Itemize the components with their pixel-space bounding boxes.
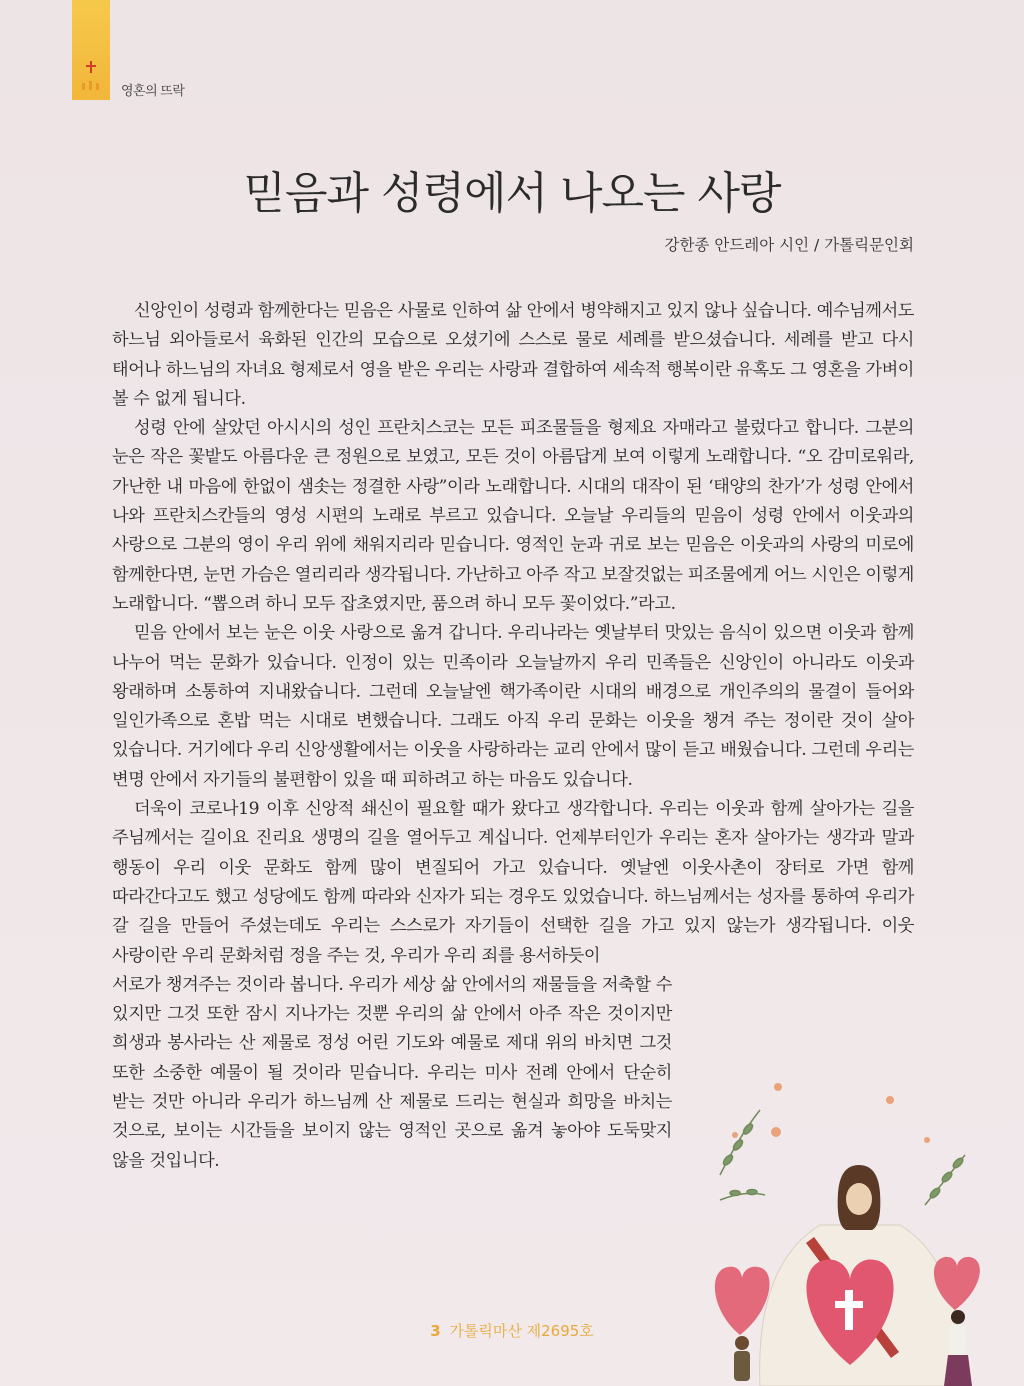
section-label: 영혼의 뜨락 xyxy=(121,83,185,98)
footer xyxy=(0,1320,1024,1341)
candles-icon xyxy=(80,80,102,90)
page-title: 믿음과 성령에서 나오는 사랑 xyxy=(243,168,781,220)
paragraph: 믿음 안에서 보는 눈은 이웃 사랑으로 옮겨 갑니다. 우리나라는 옛날부터 맛있는 음식이 있으면 이웃과 함께 나누어 먹는 문화가 있습니다. 인정이 있는 민족이라 오늘날까지 우리 민족들은 신앙인이 아니라도 이웃과 왕래하며 소통하여 지내왔습니다. 그런데 오늘날엔 핵가족이란 시대의 배경으로 개인주의의 물결이 들어와 일인가족으로 혼밥 먹는 시대로 변했습니다. 그래도 아직 우리 문화는 이웃을 챙겨 주는 정이란 것이 살아 있습니다. 거기에다 우리 신앙생활에서는 이웃을 사랑하라는 교리 안에서 많이 듣고 배웠습니다. 그런데 우리는 변명 안에서 자기들의 불편함이 있을 때 피하려고 하는 마음도 있습니다. xyxy=(112,623,914,790)
paragraph: 성령 안에 살았던 아시시의 성인 프란치스코는 모든 피조물들을 형제요 자매라고 불렀다고 합니다. 그분의 눈은 작은 꽃밭도 아름다운 큰 정원으로 보였고, 모든 것이 아름답게 보여 이렇게 노래합니다. “오 감미로워라, 가난한 내 마음에 한없이 샘솟는 정결한 사랑”이라 노래합니다. 시대의 대작이 된 ‘태양의 찬가’가 성령 안에서 나와 프란치스칸들의 영성 시편의 노래로 부르고 있습니다. 오늘날 우리들의 믿음이 성령 안에서 이웃과의 사랑으로 그분의 영이 우리 위에 채워지리라 믿습니다. 영적인 눈과 귀로 보는 믿음은 이웃과의 사랑의 미로에 함께한다면, 눈먼 가슴은 열리리라 생각됩니다. 가난하고 아주 작고 보잘것없는 피조물에게 어느 시인은 이렇게 노래합니다. “뽑으려 하니 모두 잡초였지만, 품으려 하니 모두 꽃이었다.”라고. xyxy=(112,418,914,614)
flower-icon xyxy=(732,1083,930,1143)
publication-name: 가톨릭마산 제2695호 xyxy=(449,1322,594,1340)
author-byline: 강한종 안드레아 시인 / 가톨릭문인회 xyxy=(664,236,914,254)
person-left-icon xyxy=(734,1336,750,1381)
paragraph: 신앙인이 성령과 함께한다는 믿음은 사물로 인하여 삶 안에서 병약해지고 있지 않나 싶습니다. 예수님께서도 하느님 외아들로서 육화된 인간의 모습으로 오셨기에 스스로 물로 세례를 받으셨습니다. 세례를 받고 다시 태어나 하느님의 자녀요 형제로서 영을 받은 우리는 사랑과 결합하여 세속적 행복이란 유혹도 그 영혼을 가벼이 볼 수 없게 됩니다. xyxy=(112,301,914,409)
paragraph: 서로가 챙겨주는 것이라 봅니다. 우리가 세상 삶 안에서의 재물들을 저축할 수 있지만 그것 또한 잠시 지나가는 것뿐 우리의 삶 안에서 아주 작은 것이지만 희생과 봉사라는 산 제물로 정성 어린 기도와 예물로 제대 위의 바치면 그것 또한 소중한 예물이 될 것이라 믿습니다. 우리는 미사 전례 안에서 단순히 받는 것만 아니라 우리가 하느님께 산 제물로 드리는 현실과 희망을 바치는 것으로, 보이는 시간들을 보이지 않는 영적인 곳으로 옮겨 놓아야 도둑맞지 않을 것입니다. xyxy=(112,974,672,1171)
paragraph: 더욱이 코로나19 이후 신앙적 쇄신이 필요할 때가 왔다고 생각합니다. 우리는 이웃과 함께 살아가는 길을 주님께서는 길이요 진리요 생명의 길을 열어두고 계십니다. 언제부터인가 우리는 혼자 살아가는 생각과 말과 행동이 우리 이웃 문화도 함께 많이 변질되어 가고 있습니다. 옛날엔 이웃사촌이 장터로 가면 함께 따라간다고도 했고 성당에도 함께 따라와 신자가 되는 경우도 있었습니다. 하느님께서는 성자를 통하여 우리가 갈 길을 만들어 주셨는데도 우리는 스스로가 자기들이 선택한 길을 가고 있지 않는가 생각됩니다. 이웃 사랑이란 우리 문화처럼 정을 주는 것, 우리가 우리 죄를 용서하듯이 xyxy=(112,799,914,966)
page-number: 3 xyxy=(430,1322,441,1340)
section-tab xyxy=(72,0,110,100)
article-body xyxy=(112,297,914,1176)
cross-icon xyxy=(84,60,98,74)
